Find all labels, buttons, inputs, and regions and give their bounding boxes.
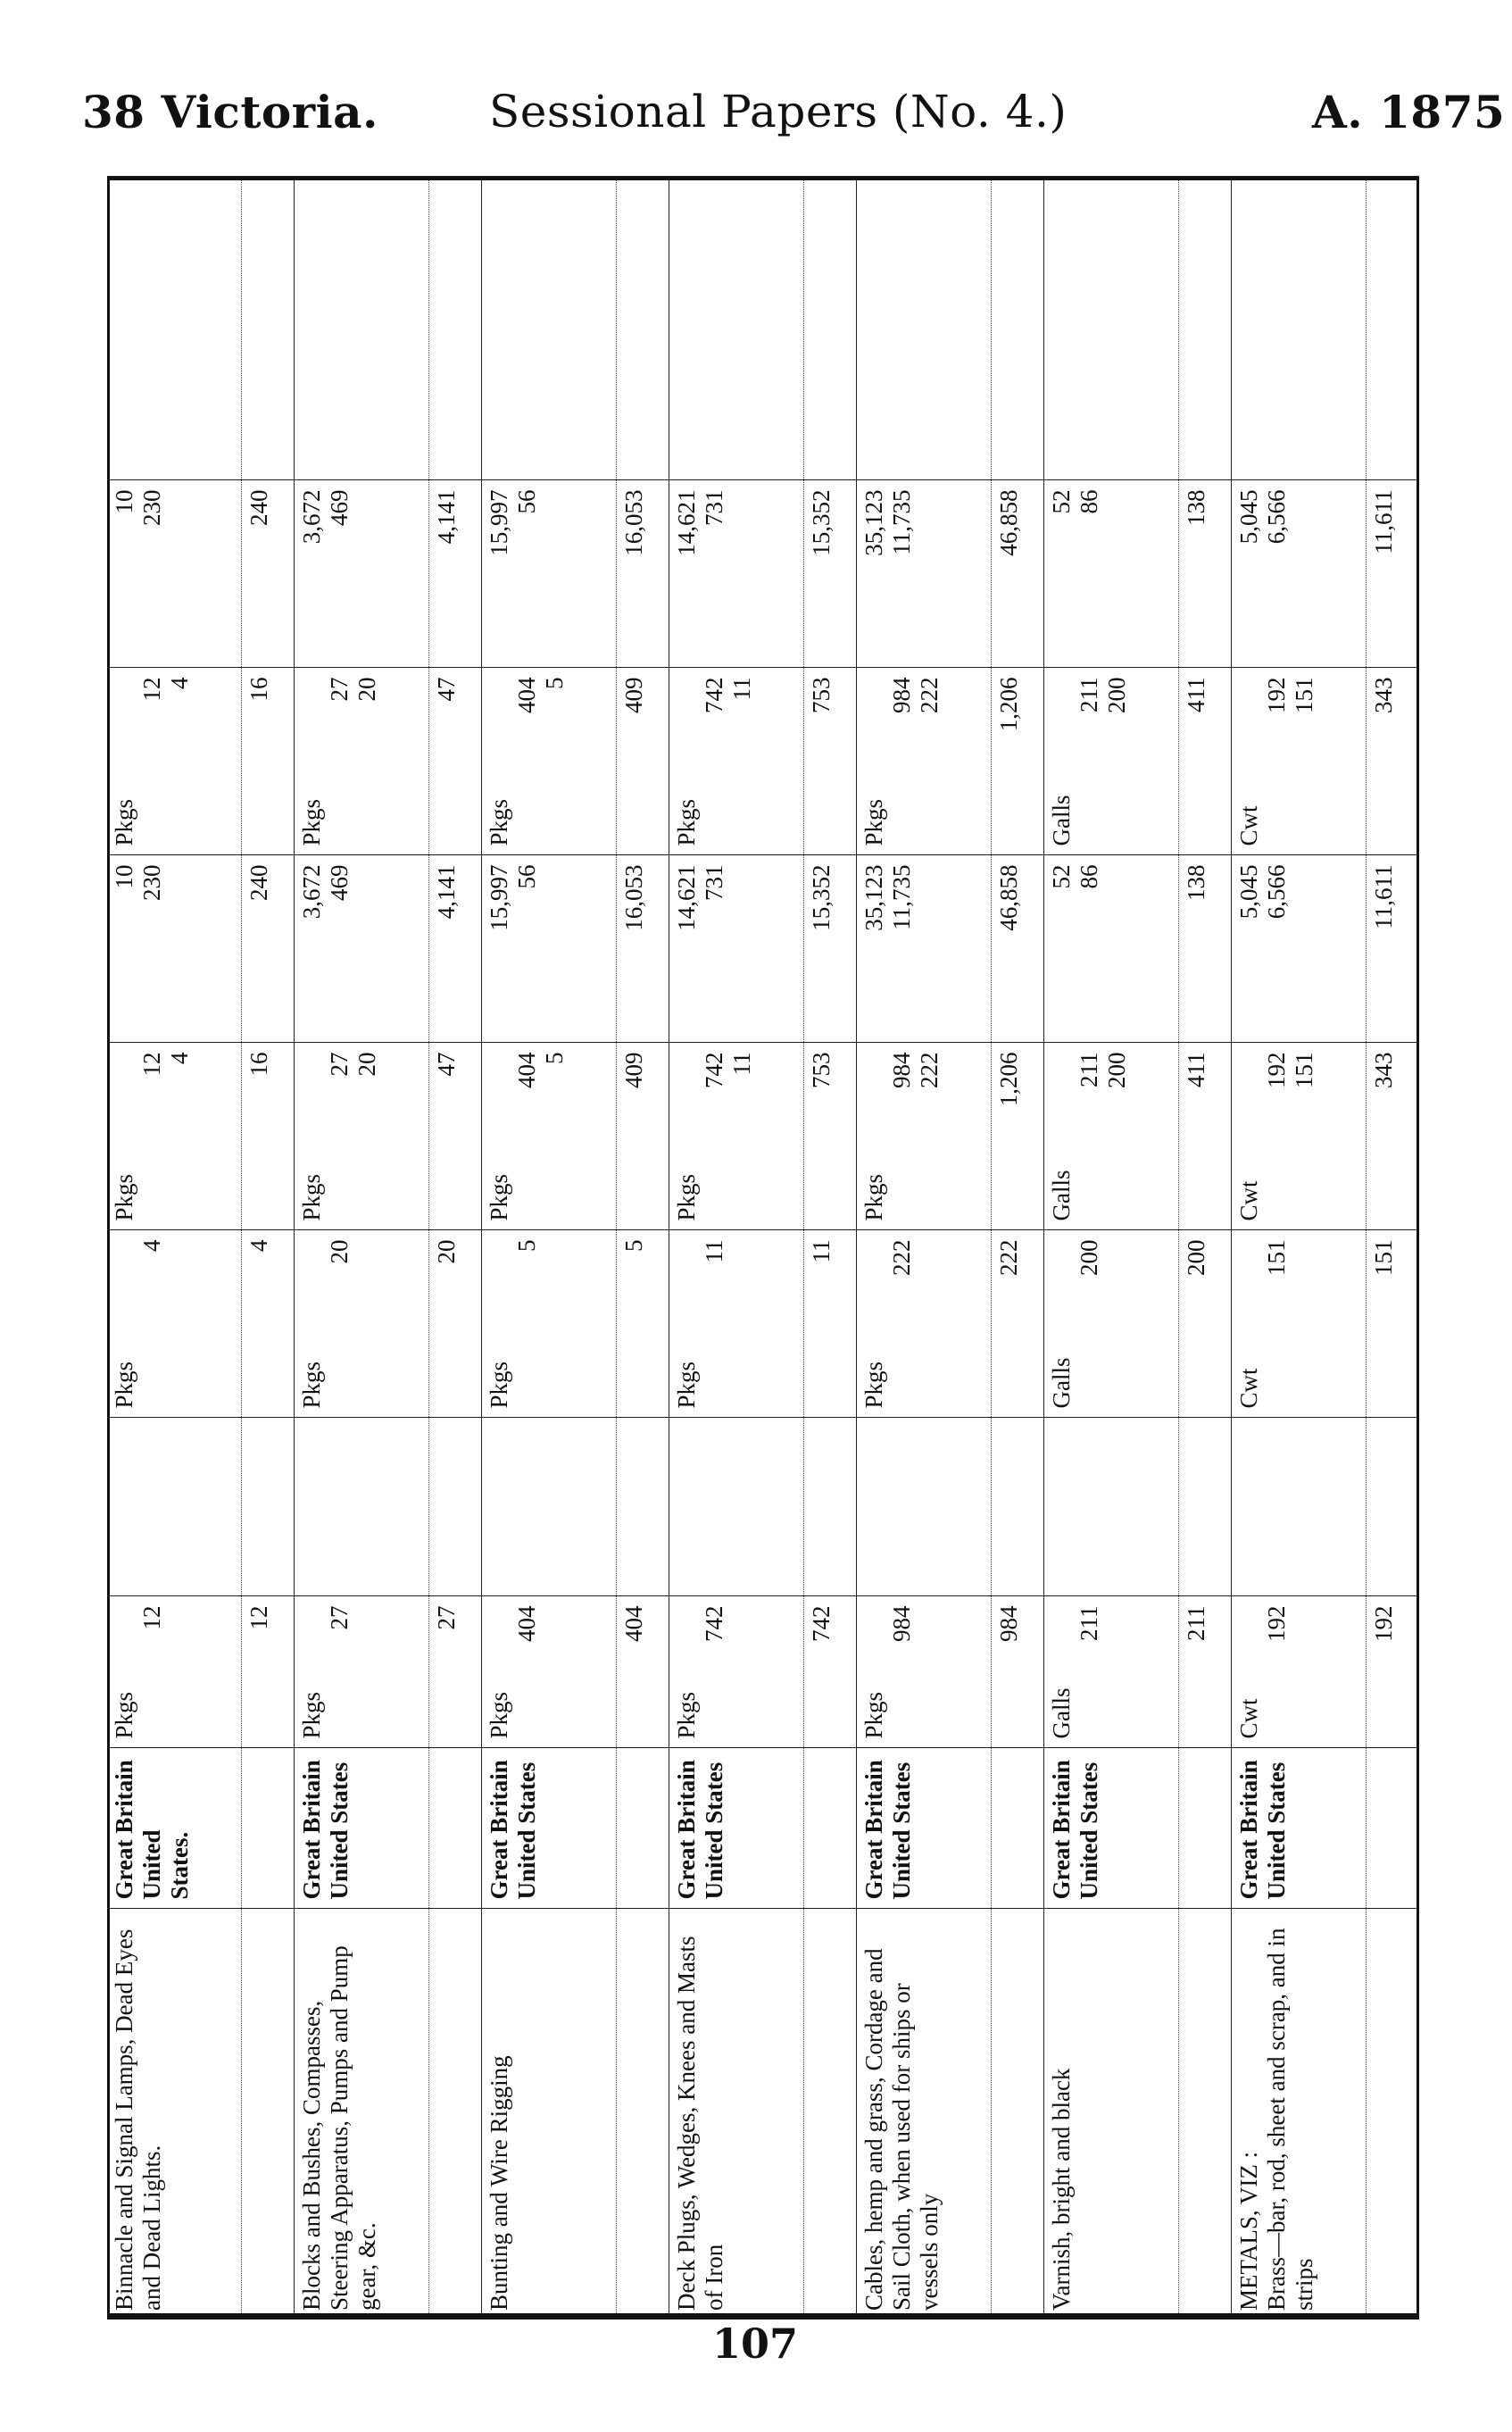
quantity-cell bbox=[856, 668, 991, 855]
article-cell bbox=[616, 1909, 669, 2320]
quantity-cell bbox=[669, 1230, 803, 1418]
article-cell bbox=[1366, 1909, 1418, 2320]
cell-value: 138 bbox=[1182, 489, 1209, 526]
article-cell bbox=[241, 1909, 294, 2320]
cell-value: METALS, VIZ : Brass—bar, rod, sheet and scrap, and in strips bbox=[1234, 1928, 1317, 2311]
unit-label: Cwt bbox=[1234, 1180, 1262, 1221]
cell-value: 52 86 bbox=[1047, 489, 1102, 514]
unit-label: Pkgs bbox=[672, 1361, 700, 1409]
value-cell bbox=[1043, 480, 1178, 668]
quantity-cell bbox=[428, 1596, 481, 1748]
quantity-cell bbox=[803, 1596, 856, 1748]
cell-value: 404 5 bbox=[512, 1052, 568, 1088]
unit-label: Pkgs bbox=[860, 1173, 887, 1221]
unit-label: Pkgs bbox=[485, 1361, 512, 1409]
cell-value: 4 bbox=[138, 1239, 166, 1252]
article-cell bbox=[1231, 1909, 1366, 2320]
unit-label: Pkgs bbox=[111, 1361, 137, 1409]
cell-value: Binnacle and Signal Lamps, Dead Eyes and Dead Lights. bbox=[111, 1928, 166, 2311]
cell-value: 5 bbox=[619, 1239, 647, 1252]
cell-value: 200 bbox=[1075, 1239, 1102, 1276]
blank-cell bbox=[1178, 1418, 1231, 1596]
quantity-cell bbox=[616, 1043, 669, 1230]
article-cell bbox=[803, 1909, 856, 2320]
value-cell bbox=[294, 855, 428, 1043]
duty-cell bbox=[1043, 177, 1178, 480]
value-cell bbox=[294, 480, 428, 668]
blank-cell bbox=[481, 1418, 616, 1596]
quantity-cell bbox=[1366, 1043, 1418, 1230]
cell-value: Bunting and Wire Rigging bbox=[485, 2055, 512, 2311]
cell-value: 10 230 bbox=[111, 489, 166, 526]
quantity-cell bbox=[241, 1043, 294, 1230]
cell-value: 14,621 731 bbox=[672, 489, 727, 556]
unit-label: Cwt bbox=[1234, 805, 1262, 846]
blank-cell bbox=[1043, 1418, 1178, 1596]
quantity-cell bbox=[856, 1596, 991, 1748]
quantity-cell bbox=[241, 1596, 294, 1748]
rotated-table bbox=[107, 177, 1419, 2320]
cell-value: 753 bbox=[807, 677, 835, 713]
table-row bbox=[1231, 177, 1366, 2320]
quantity-cell bbox=[803, 1043, 856, 1230]
table-row bbox=[294, 177, 428, 2320]
statistical-table-area bbox=[107, 177, 1419, 2320]
cell-value: 16,053 bbox=[619, 864, 647, 931]
cell-value: 35,123 11,735 bbox=[860, 489, 915, 556]
value-cell bbox=[1178, 480, 1231, 668]
cell-value: 742 bbox=[700, 1605, 727, 1642]
unit-label: Pkgs bbox=[485, 1173, 512, 1221]
cell-value: 46,858 bbox=[994, 864, 1022, 931]
cell-value: 47 bbox=[432, 1052, 460, 1077]
cell-value: 16 bbox=[245, 1052, 272, 1077]
quantity-cell bbox=[481, 1230, 616, 1418]
unit-label: Galls bbox=[1047, 1170, 1075, 1221]
duty-cell bbox=[991, 177, 1043, 480]
quantity-cell bbox=[294, 1043, 428, 1230]
cell-value: 222 bbox=[994, 1239, 1022, 1276]
total-row bbox=[1178, 177, 1231, 2320]
cell-value: 11 bbox=[807, 1239, 835, 1263]
table-row bbox=[669, 177, 803, 2320]
cell-value: 12 bbox=[245, 1605, 272, 1630]
unit-label: Pkgs bbox=[672, 1173, 700, 1221]
cell-value: 742 bbox=[807, 1605, 835, 1642]
cell-value: 138 bbox=[1182, 864, 1209, 901]
quantity-cell bbox=[1231, 1043, 1366, 1230]
value-cell bbox=[1043, 855, 1178, 1043]
duty-cell bbox=[428, 177, 481, 480]
unit-label: Pkgs bbox=[111, 1173, 137, 1221]
cell-value: 409 bbox=[619, 1052, 647, 1088]
value-cell bbox=[803, 480, 856, 668]
cell-value: 11 bbox=[700, 1239, 727, 1263]
cell-value: 192 bbox=[1262, 1605, 1290, 1642]
value-cell bbox=[428, 480, 481, 668]
cell-value: 211 bbox=[1182, 1605, 1209, 1641]
blank-cell bbox=[616, 1418, 669, 1596]
value-cell bbox=[1231, 480, 1366, 668]
country-cell bbox=[107, 1748, 241, 1909]
cell-value: 200 bbox=[1182, 1239, 1209, 1276]
total-row bbox=[616, 177, 669, 2320]
cell-value: 52 86 bbox=[1047, 864, 1102, 889]
quantity-cell bbox=[1178, 1596, 1231, 1748]
cell-value: 35,123 11,735 bbox=[860, 864, 915, 931]
blank-cell bbox=[294, 1418, 428, 1596]
quantity-cell bbox=[1366, 1596, 1418, 1748]
blank-cell bbox=[1231, 1418, 1366, 1596]
cell-value: 240 bbox=[245, 864, 272, 901]
cell-value: Great Britain United States bbox=[860, 1760, 915, 1900]
cell-value: 753 bbox=[807, 1052, 835, 1088]
cell-value: 4,141 bbox=[432, 489, 460, 545]
duty-cell bbox=[241, 177, 294, 480]
cell-value: Varnish, bright and black bbox=[1047, 2068, 1075, 2311]
cell-value: 4 bbox=[245, 1239, 272, 1252]
cell-value: 343 bbox=[1369, 677, 1397, 713]
cell-value: 411 bbox=[1182, 1052, 1209, 1087]
cell-value: 192 bbox=[1369, 1605, 1397, 1642]
value-cell bbox=[991, 480, 1043, 668]
header-left: 38 Victoria. bbox=[82, 86, 378, 138]
total-row bbox=[428, 177, 481, 2320]
quantity-cell bbox=[1043, 668, 1178, 855]
quantity-cell bbox=[669, 1596, 803, 1748]
cell-value: Great Britain United States. bbox=[111, 1760, 194, 1900]
value-cell bbox=[241, 480, 294, 668]
value-cell bbox=[241, 855, 294, 1043]
quantity-cell bbox=[294, 1596, 428, 1748]
cell-value: 409 bbox=[619, 677, 647, 713]
duty-cell bbox=[1366, 177, 1418, 480]
table-row bbox=[481, 177, 616, 2320]
table-row bbox=[856, 177, 991, 2320]
value-cell bbox=[803, 855, 856, 1043]
quantity-cell bbox=[1366, 668, 1418, 855]
cell-value: 15,997 56 bbox=[485, 864, 540, 931]
table-row bbox=[107, 177, 241, 2320]
cell-value: Great Britain United States bbox=[672, 1760, 727, 1900]
country-cell bbox=[241, 1748, 294, 1909]
blank-cell bbox=[241, 1418, 294, 1596]
value-cell bbox=[107, 855, 241, 1043]
cell-value: 15,352 bbox=[807, 864, 835, 931]
value-cell bbox=[616, 480, 669, 668]
country-cell bbox=[1231, 1748, 1366, 1909]
article-cell bbox=[1178, 1909, 1231, 2320]
quantity-cell bbox=[991, 1596, 1043, 1748]
unit-label: Pkgs bbox=[672, 1691, 700, 1739]
quantity-cell bbox=[616, 1230, 669, 1418]
cell-value: 16,053 bbox=[619, 489, 647, 556]
blank-cell bbox=[669, 1418, 803, 1596]
cell-value: 14,621 731 bbox=[672, 864, 727, 931]
country-cell bbox=[1366, 1748, 1418, 1909]
cell-value: 27 20 bbox=[325, 677, 380, 702]
unit-label: Galls bbox=[1047, 1687, 1075, 1739]
quantity-cell bbox=[616, 668, 669, 855]
country-cell bbox=[1178, 1748, 1231, 1909]
quantity-cell bbox=[481, 1596, 616, 1748]
quantity-cell bbox=[1231, 1230, 1366, 1418]
article-cell bbox=[481, 1909, 616, 2320]
quantity-cell bbox=[1043, 1043, 1178, 1230]
cell-value: 12 bbox=[138, 1605, 166, 1630]
duty-cell bbox=[669, 177, 803, 480]
blank-cell bbox=[107, 1418, 241, 1596]
duty-cell bbox=[481, 177, 616, 480]
duty-cell bbox=[1178, 177, 1231, 480]
cell-value: 404 5 bbox=[512, 677, 568, 713]
country-cell bbox=[294, 1748, 428, 1909]
cell-value: 343 bbox=[1369, 1052, 1397, 1088]
quantity-cell bbox=[669, 1043, 803, 1230]
cell-value: 411 bbox=[1182, 677, 1209, 712]
cell-value: 3,672 469 bbox=[297, 864, 353, 920]
quantity-cell bbox=[803, 668, 856, 855]
blank-cell bbox=[428, 1418, 481, 1596]
unit-label: Galls bbox=[1047, 1357, 1075, 1409]
duty-cell bbox=[803, 177, 856, 480]
duty-cell bbox=[856, 177, 991, 480]
cell-value: 984 bbox=[994, 1605, 1022, 1642]
article-cell bbox=[856, 1909, 991, 2320]
cell-value: 151 bbox=[1369, 1239, 1397, 1276]
value-cell bbox=[1178, 855, 1231, 1043]
quantity-cell bbox=[1043, 1230, 1178, 1418]
cell-value: 5,045 6,566 bbox=[1234, 489, 1290, 545]
unit-label: Pkgs bbox=[860, 798, 887, 846]
cell-value: 5,045 6,566 bbox=[1234, 864, 1290, 920]
duty-cell bbox=[616, 177, 669, 480]
quantity-cell bbox=[1231, 1596, 1366, 1748]
value-cell bbox=[1231, 855, 1366, 1043]
cell-value: 211 200 bbox=[1075, 1052, 1130, 1088]
cell-value: Great Britain United States bbox=[1047, 1760, 1102, 1900]
cell-value: 1,206 bbox=[994, 677, 1022, 732]
quantity-cell bbox=[1231, 668, 1366, 855]
unit-label: Galls bbox=[1047, 795, 1075, 846]
quantity-cell bbox=[107, 1043, 241, 1230]
cell-value: 16 bbox=[245, 677, 272, 702]
quantity-cell bbox=[481, 668, 616, 855]
cell-value: 1,206 bbox=[994, 1052, 1022, 1107]
blank-cell bbox=[856, 1418, 991, 1596]
unit-label: Pkgs bbox=[860, 1691, 887, 1739]
cell-value: 15,997 56 bbox=[485, 489, 540, 556]
cell-value: 192 151 bbox=[1262, 677, 1317, 713]
country-cell bbox=[1043, 1748, 1178, 1909]
unit-label: Pkgs bbox=[297, 1691, 325, 1739]
cell-value: 404 bbox=[512, 1605, 540, 1642]
quantity-cell bbox=[107, 668, 241, 855]
quantity-cell bbox=[241, 1230, 294, 1418]
cell-value: 222 bbox=[887, 1239, 915, 1276]
quantity-cell bbox=[428, 1230, 481, 1418]
cell-value: 5 bbox=[512, 1239, 540, 1252]
article-cell bbox=[991, 1909, 1043, 2320]
quantity-cell bbox=[107, 1596, 241, 1748]
cell-value: 15,352 bbox=[807, 489, 835, 556]
value-cell bbox=[856, 480, 991, 668]
cell-value: Blocks and Bushes, Compasses, Steering Apparatus, Pumps and Pump gear, &c. bbox=[297, 1945, 380, 2311]
blank-cell bbox=[1366, 1418, 1418, 1596]
cell-value: 20 bbox=[325, 1239, 353, 1264]
cell-value: 192 151 bbox=[1262, 1052, 1317, 1088]
cell-value: 984 222 bbox=[887, 677, 943, 713]
quantity-cell bbox=[1178, 668, 1231, 855]
cell-value: 27 bbox=[325, 1605, 353, 1630]
cell-value: 27 20 bbox=[325, 1052, 380, 1077]
total-row bbox=[803, 177, 856, 2320]
article-cell bbox=[107, 1909, 241, 2320]
header-right: A. 1875 bbox=[1312, 86, 1506, 138]
country-cell bbox=[669, 1748, 803, 1909]
country-cell bbox=[803, 1748, 856, 1909]
unit-label: Pkgs bbox=[672, 798, 700, 846]
cell-value: 4,141 bbox=[432, 864, 460, 920]
unit-label: Cwt bbox=[1234, 1698, 1262, 1739]
cell-value: 984 bbox=[887, 1605, 915, 1642]
article-cell bbox=[669, 1909, 803, 2320]
value-cell bbox=[856, 855, 991, 1043]
country-cell bbox=[481, 1748, 616, 1909]
total-row bbox=[1366, 177, 1418, 2320]
duty-cell bbox=[107, 177, 241, 480]
quantity-cell bbox=[856, 1043, 991, 1230]
value-cell bbox=[428, 855, 481, 1043]
cell-value: Great Britain United States bbox=[1234, 1760, 1290, 1900]
cell-value: Great Britain United States bbox=[297, 1760, 353, 1900]
country-cell bbox=[428, 1748, 481, 1909]
value-cell bbox=[1366, 480, 1418, 668]
cell-value: 10 230 bbox=[111, 864, 166, 901]
quantity-cell bbox=[991, 1043, 1043, 1230]
quantity-cell bbox=[428, 1043, 481, 1230]
blank-cell bbox=[803, 1418, 856, 1596]
table-body bbox=[107, 177, 1419, 2320]
country-cell bbox=[616, 1748, 669, 1909]
cell-value: 240 bbox=[245, 489, 272, 526]
quantity-cell bbox=[428, 668, 481, 855]
unit-label: Pkgs bbox=[297, 798, 325, 846]
cell-value: 47 bbox=[432, 677, 460, 702]
unit-label: Pkgs bbox=[485, 798, 512, 846]
blank-cell bbox=[991, 1418, 1043, 1596]
quantity-cell bbox=[1178, 1230, 1231, 1418]
quantity-cell bbox=[481, 1043, 616, 1230]
quantity-cell bbox=[856, 1230, 991, 1418]
cell-value: 12 4 bbox=[138, 1052, 194, 1077]
unit-label: Pkgs bbox=[111, 798, 137, 846]
cell-value: 742 11 bbox=[700, 1052, 755, 1088]
quantity-cell bbox=[991, 1230, 1043, 1418]
duty-cell bbox=[294, 177, 428, 480]
quantity-cell bbox=[294, 1230, 428, 1418]
cell-value: 211 200 bbox=[1075, 677, 1130, 713]
country-cell bbox=[991, 1748, 1043, 1909]
article-cell bbox=[1043, 1909, 1178, 2320]
cell-value: 151 bbox=[1262, 1239, 1290, 1276]
cell-value: Great Britain United States bbox=[485, 1760, 540, 1900]
cell-value: 46,858 bbox=[994, 489, 1022, 556]
page-number: 107 bbox=[712, 2320, 799, 2368]
cell-value: 12 4 bbox=[138, 677, 194, 702]
cell-value: 11,611 bbox=[1369, 489, 1397, 554]
unit-label: Pkgs bbox=[111, 1691, 137, 1739]
quantity-cell bbox=[1366, 1230, 1418, 1418]
article-cell bbox=[294, 1909, 428, 2320]
cell-value: 211 bbox=[1075, 1605, 1102, 1641]
value-cell bbox=[107, 480, 241, 668]
quantity-cell bbox=[241, 668, 294, 855]
unit-label: Cwt bbox=[1234, 1368, 1262, 1409]
cell-value: Cables, hemp and grass, Cordage and Sail Cloth, when used for ships or vessels only bbox=[860, 1948, 943, 2311]
quantity-cell bbox=[616, 1596, 669, 1748]
value-cell bbox=[481, 480, 616, 668]
unit-label: Pkgs bbox=[860, 1361, 887, 1409]
cell-value: Deck Plugs, Wedges, Knees and Masts of Iron bbox=[672, 1936, 727, 2311]
value-cell bbox=[616, 855, 669, 1043]
cell-value: 3,672 469 bbox=[297, 489, 353, 545]
cell-value: 742 11 bbox=[700, 677, 755, 713]
total-row bbox=[241, 177, 294, 2320]
duty-cell bbox=[1231, 177, 1366, 480]
value-cell bbox=[1366, 855, 1418, 1043]
quantity-cell bbox=[294, 668, 428, 855]
unit-label: Pkgs bbox=[297, 1361, 325, 1409]
imports-table bbox=[107, 177, 1419, 2320]
value-cell bbox=[481, 855, 616, 1043]
table-row bbox=[1043, 177, 1178, 2320]
unit-label: Pkgs bbox=[297, 1173, 325, 1221]
total-row bbox=[991, 177, 1043, 2320]
quantity-cell bbox=[803, 1230, 856, 1418]
cell-value: 404 bbox=[619, 1605, 647, 1642]
country-cell bbox=[856, 1748, 991, 1909]
quantity-cell bbox=[1178, 1043, 1231, 1230]
value-cell bbox=[991, 855, 1043, 1043]
header-center: Sessional Papers (No. 4.) bbox=[489, 86, 1068, 137]
value-cell bbox=[669, 855, 803, 1043]
quantity-cell bbox=[107, 1230, 241, 1418]
value-cell bbox=[669, 480, 803, 668]
quantity-cell bbox=[669, 668, 803, 855]
cell-value: 27 bbox=[432, 1605, 460, 1630]
cell-value: 20 bbox=[432, 1239, 460, 1264]
quantity-cell bbox=[991, 668, 1043, 855]
quantity-cell bbox=[1043, 1596, 1178, 1748]
unit-label: Pkgs bbox=[485, 1691, 512, 1739]
article-cell bbox=[428, 1909, 481, 2320]
cell-value: 11,611 bbox=[1369, 864, 1397, 929]
cell-value: 984 222 bbox=[887, 1052, 943, 1088]
